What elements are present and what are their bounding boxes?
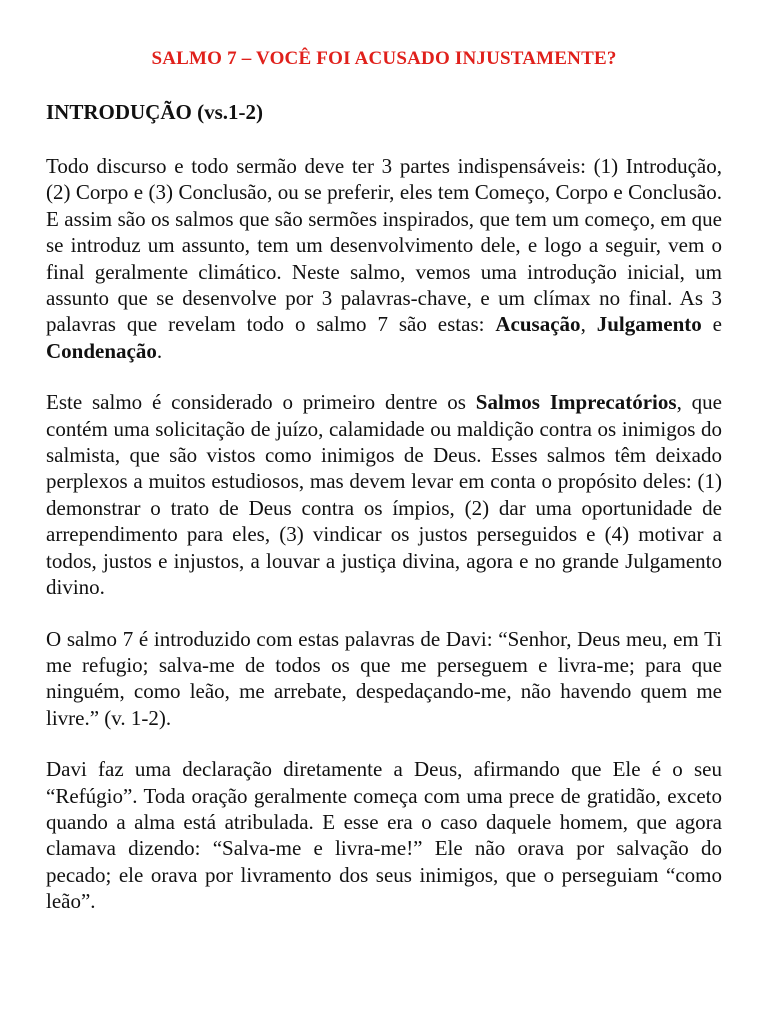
paragraph-1 [46,153,722,364]
paragraph-4: Davi faz uma declaração diretamente a Deus, afirmando que Ele é o seu “Refúgio”. Toda oração geralmente começa com uma prece de gratidão, exceto quando a alma está atribulada. E esse era o caso daquele homem, que agora clamava dizendo: “Salva-me e livra-me!” Ele não orava por salvação do pecado; ele orava por livramento dos seus inimigos, que o perseguiam “como leão”. [46,757,722,914]
paragraph-2 [46,389,722,600]
document-title: SALMO 7 – VOCÊ FOI ACUSADO INJUSTAMENTE? [151,48,617,69]
paragraph-1-text-4: . [156,338,163,363]
paragraph-1-bold-acusacao: Acusação [495,312,581,337]
section-heading: INTRODUÇÃO (vs.1-2) [46,100,263,124]
paragraph-2-text-2: , que contém uma solicitação de juízo, calamidade ou maldição contra os inimigos do salmista, que são vistos como inimigos de Deus. Esses salmos têm deixado perplexos a muitos estudiosos, mas devem levar em conta o propósito deles: (1) demonstrar o trato de Deus contra os ímpios, (2) dar uma oportunidade de arrependimento para eles, (3) vindicar os justos perseguidos e (4) motivar a todos, justos e injustos, a louvar a justiça divina, agora e no grande Julgamento divino. [46,390,722,600]
paragraph-1-text-2: , [580,312,597,337]
paragraph-3: O salmo 7 é introduzido com estas palavras de Davi: “Senhor, Deus meu, em Ti me refugio; salva-me de todos os que me perseguem e livra-me; para que ninguém, como leão, me arrebate, despedaçando-me, não havendo quem me livre.” (v. 1-2). [46,626,722,730]
paragraph-1-bold-condenacao: Condenação [46,338,157,363]
paragraph-1-text-3: e [701,312,722,337]
paragraph-1-bold-julgamento: Julgamento [596,312,702,337]
paragraph-1-text-1: Todo discurso e todo sermão deve ter 3 partes indispensáveis: (1) Introdução, (2) Corpo e (3) Conclusão, ou se preferir, eles tem Começo, Corpo e Conclusão. E assim são os salmos que são sermões inspirados, que tem um começo, em que se introduz um assunto, tem um desenvolvimento dele, e logo a seguir, vem o final geralmente climático. Neste salmo, vemos uma introdução inicial, um assunto que se desenvolve por 3 palavras-chave, e um clímax no final. As 3 palavras que revelam todo o salmo 7 são estas: [46,154,722,337]
paragraph-2-bold-salmos-imprecatorios: Salmos Imprecatórios [475,390,677,415]
paragraph-2-text-1: Este salmo é considerado o primeiro dentre os [46,390,476,415]
